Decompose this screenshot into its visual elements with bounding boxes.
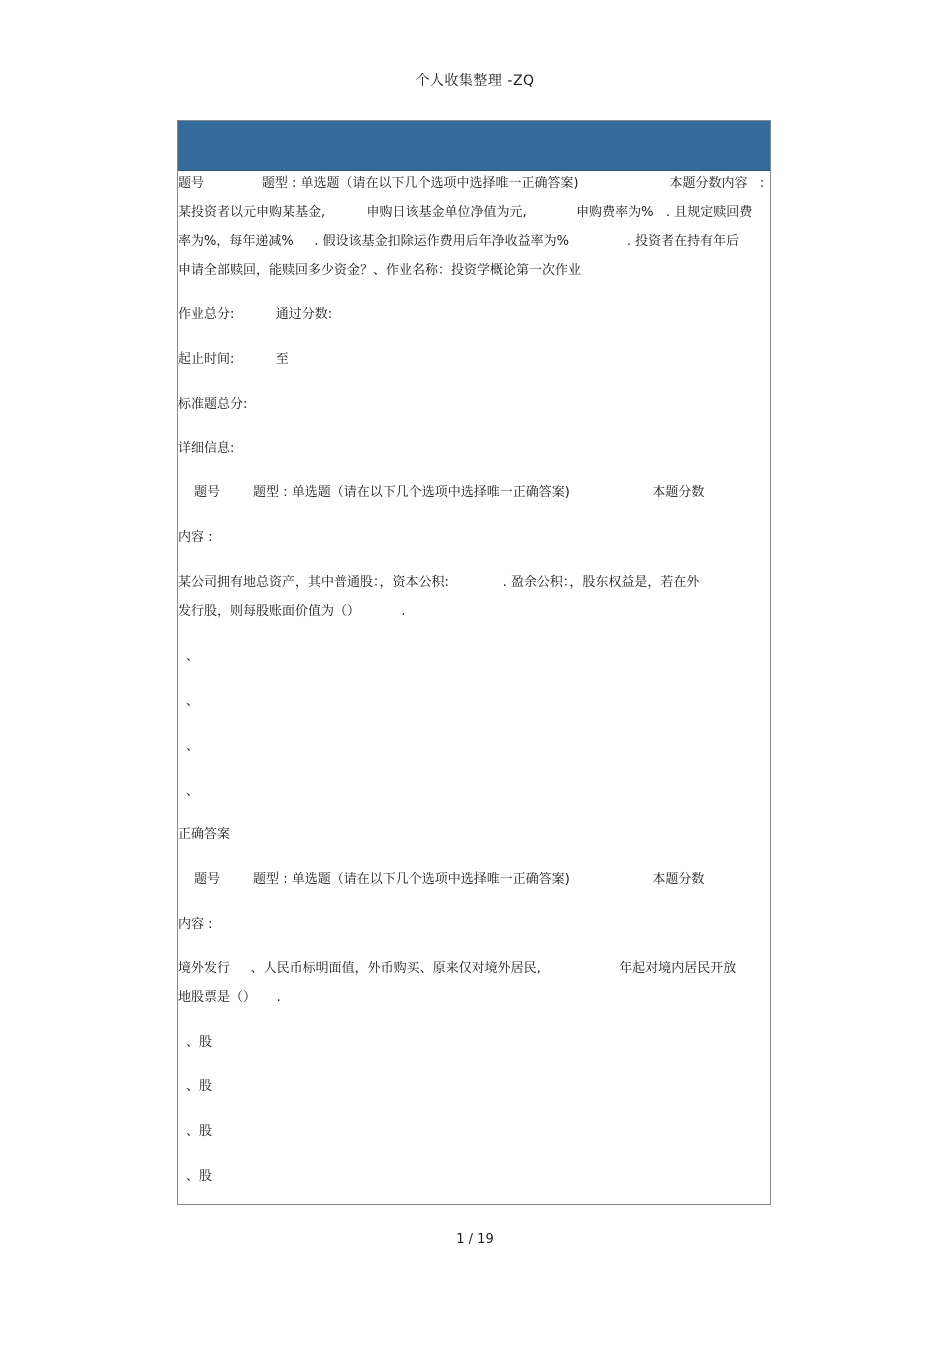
standard-total-line: 标准题总分:: [178, 397, 248, 412]
page-number: 1 / 19: [456, 1232, 494, 1247]
question-text-line: 地股票是（） .: [178, 990, 281, 1005]
page-header: 个人收集整理 -ZQ: [415, 73, 535, 89]
total-score-line: 作业总分: 通过分数:: [178, 307, 333, 322]
answer-option[interactable]: 、: [186, 784, 200, 799]
answer-option[interactable]: 、: [186, 694, 200, 709]
question-text-line: 发行股，则每股账面价值为（） .: [178, 604, 406, 619]
question-text-line: 某投资者以元申购某基金, 申购日该基金单位净值为元, 申购费率为% . 且规定赎回费: [178, 205, 753, 220]
answer-option[interactable]: 、: [186, 739, 200, 754]
question-header: 题号 题型 : 单选题（请在以下几个选项中选择唯一正确答案) 本题分数内容 :: [178, 176, 765, 191]
answer-option[interactable]: 、股: [186, 1124, 213, 1139]
content-label: 内容 :: [178, 917, 213, 932]
content-label: 内容 :: [178, 530, 213, 545]
answer-option[interactable]: 、: [186, 649, 200, 664]
homework-panel: [177, 120, 771, 1205]
time-range-line: 起止时间: 至: [178, 352, 289, 367]
detail-info-label: 详细信息:: [178, 441, 235, 456]
question-text-line: 境外发行 、人民币标明面值，外币购买、原来仅对境外居民, 年起对境内居民开放: [178, 961, 737, 976]
question-header: 题号 题型 : 单选题（请在以下几个选项中选择唯一正确答案) 本题分数: [194, 872, 705, 887]
question-text-line: 申请全部赎回，能赎回多少资金？、作业名称：投资学概论第一次作业: [178, 263, 582, 278]
answer-option[interactable]: 、股: [186, 1035, 213, 1050]
question-text-line: 某公司拥有地总资产，其中普通股：，资本公积: . 盈余公积：，股东权益是，若在外: [178, 575, 700, 590]
question-header: 题号 题型 : 单选题（请在以下几个选项中选择唯一正确答案) 本题分数: [194, 485, 705, 500]
answer-option[interactable]: 、股: [186, 1079, 213, 1094]
correct-answer-label: 正确答案: [178, 827, 231, 842]
answer-option[interactable]: 、股: [186, 1169, 213, 1184]
panel-banner: [178, 121, 770, 171]
question-text-line: 率为%，每年递减% . 假设该基金扣除运作费用后年净收益率为% . 投资者在持有年后: [178, 234, 740, 249]
